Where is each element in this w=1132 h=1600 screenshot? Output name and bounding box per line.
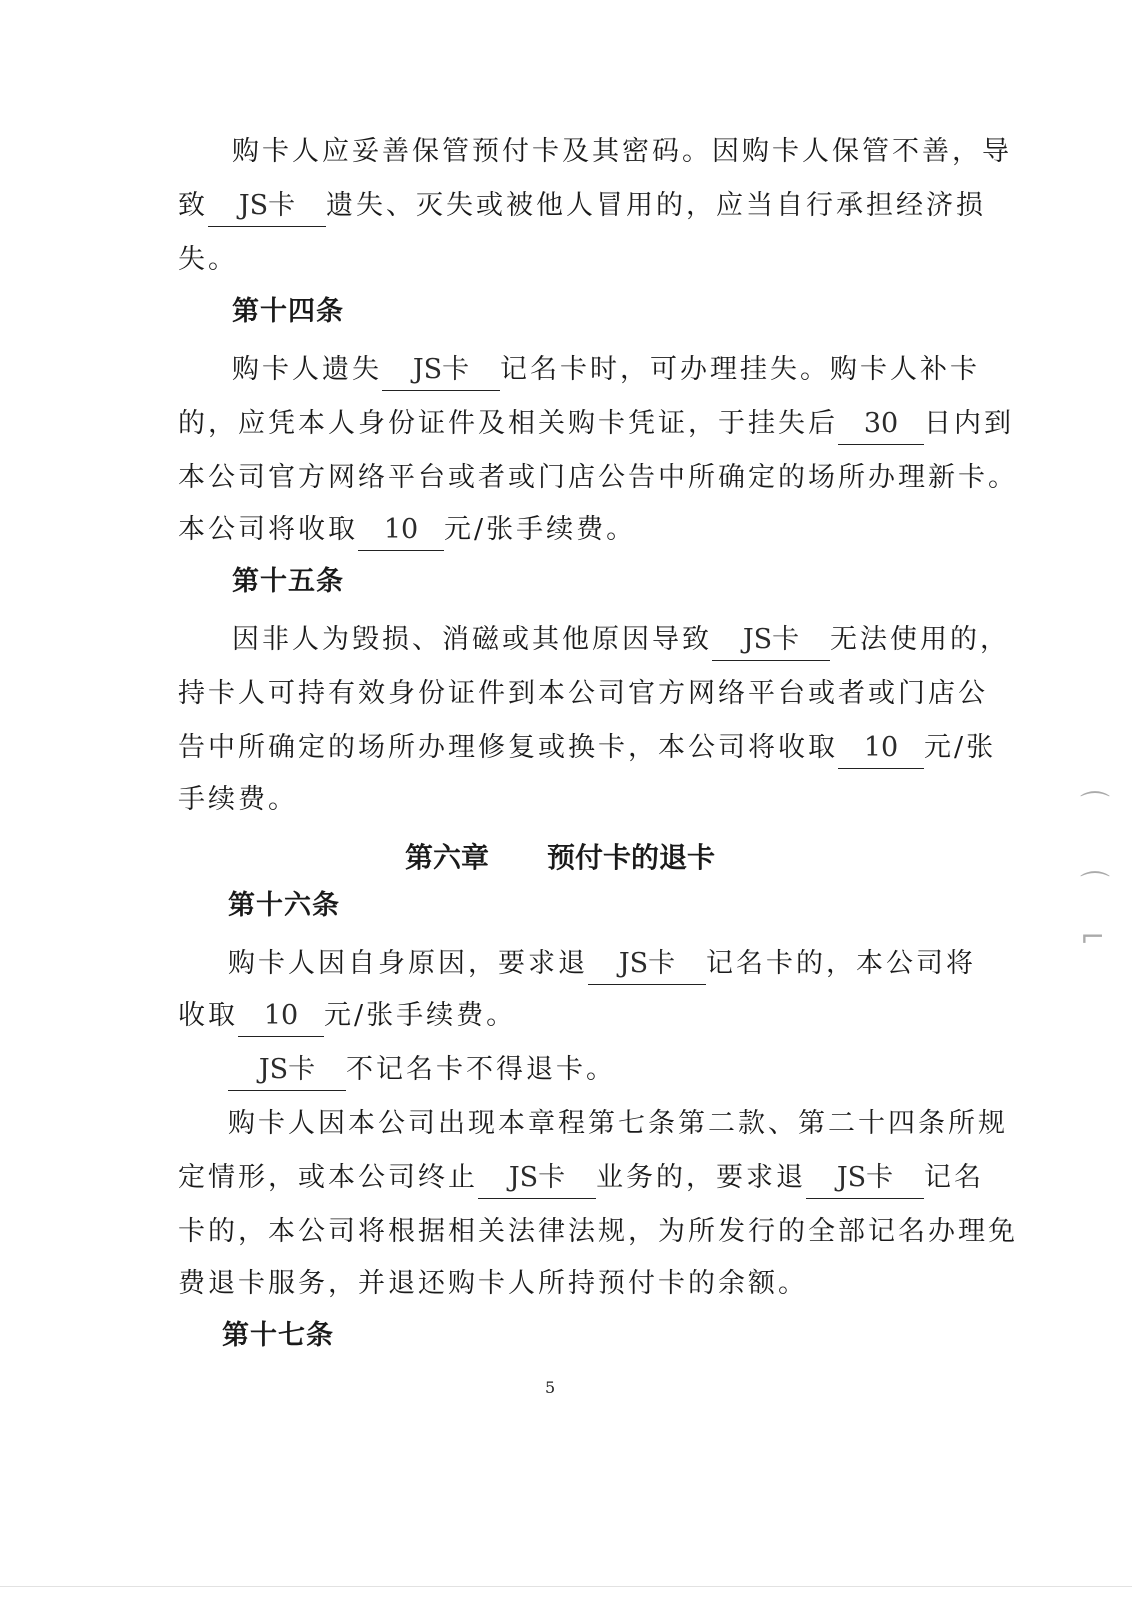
fill-blank: 10 [238,996,324,1037]
fill-blank: JS卡 [806,1158,924,1199]
fill-blank: JS卡 [588,944,706,985]
text-line: 手续费。 [178,784,298,815]
chapter-number: 第六章 [405,841,490,874]
article-heading: 第十六条 [228,890,340,921]
article-heading: 第十四条 [232,296,344,327]
fill-blank: JS卡 [478,1158,596,1199]
text-line: 持卡人可持有效身份证件到本公司官方网络平台或者或门店公 [178,678,988,709]
fill-blank: 10 [838,728,924,769]
text-line: 告中所确定的场所办理修复或换卡，本公司将收取 10 元/张 [178,722,968,774]
text-line: 费退卡服务，并退还购卡人所持预付卡的余额。 [178,1268,808,1299]
text-line: JS卡 不记名卡不得退卡。 [228,1044,1018,1096]
text-line: 的，应凭本人身份证件及相关购卡凭证，于挂失后 30 日内到 [178,398,968,450]
fill-blank: 30 [838,404,924,445]
article-heading: 第十五条 [232,566,344,597]
scan-edge-divider [0,1586,1132,1587]
seal-fragment-icon: ⌐ [1080,920,1106,955]
text-line: 本公司将收取 10 元/张手续费。 [178,504,968,556]
text-line: 本公司官方网络平台或者或门店公告中所确定的场所办理新卡。 [178,462,1018,493]
text-line: 购卡人因自身原因，要求退 JS卡 记名卡的，本公司将 [228,938,1018,990]
chapter-heading [405,832,715,884]
text-line: 定情形，或本公司终止 JS卡 业务的，要求退 JS卡 记名 [178,1152,968,1204]
seal-fragment-icon: ⌒ [1080,870,1110,905]
seal-fragment-icon: ⌒ [1080,790,1110,825]
text-line: 卡的，本公司将根据相关法律法规，为所发行的全部记名办理免 [178,1216,1018,1247]
page-number: 5 [545,1378,556,1397]
text-line: 因非人为毁损、消磁或其他原因导致 JS卡 无法使用的， [232,614,1022,666]
text-line: 失。 [178,244,238,275]
text-line: 购卡人应妥善保管预付卡及其密码。因购卡人保管不善，导 [232,136,1012,167]
fill-blank: JS卡 [228,1050,346,1091]
article-heading: 第十七条 [222,1320,334,1351]
fill-blank: JS卡 [712,620,830,661]
text-line: 购卡人遗失 JS卡 记名卡时，可办理挂失。购卡人补卡 [232,344,1022,396]
text-line: 购卡人因本公司出现本章程第七条第二款、第二十四条所规 [228,1108,1008,1139]
text-line: 致 JS卡 遗失、灭失或被他人冒用的，应当自行承担经济损 [178,180,968,232]
fill-blank: JS卡 [382,350,500,391]
text-line: 收取 10 元/张手续费。 [178,990,968,1042]
fill-blank: JS卡 [208,186,326,227]
chapter-title: 预付卡的退卡 [547,841,716,874]
fill-blank: 10 [358,510,444,551]
